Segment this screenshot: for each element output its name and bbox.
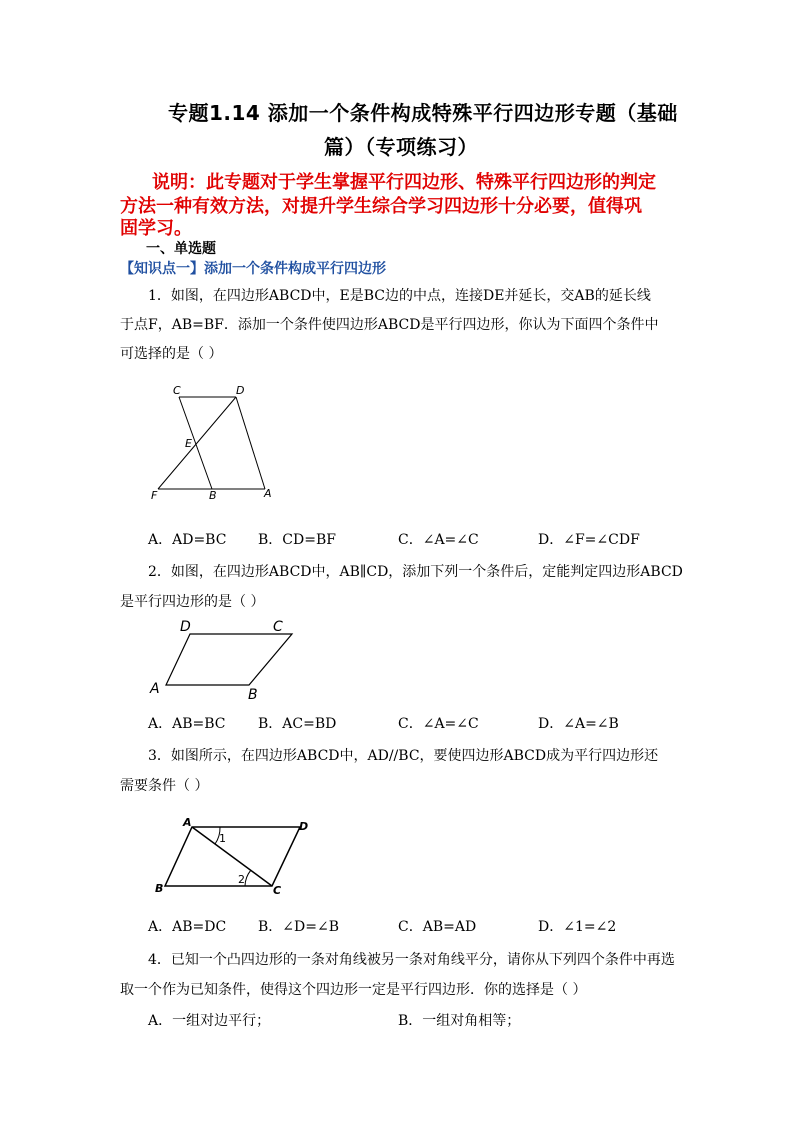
question-3-option-b[interactable]: B．∠D=∠B <box>258 919 339 935</box>
question-1-line-1: 1．如图，在四边形ABCD中，E是BC边的中点，连接DE并延长，交AB的延长线 <box>148 288 651 304</box>
question-3-line-1: 3．如图所示，在四边形ABCD中，AD//BC，要使四边形ABCD成为平行四边形还 <box>148 748 659 764</box>
figure-question-1 <box>140 385 290 505</box>
question-1-option-a[interactable]: A．AD=BC <box>148 532 227 548</box>
question-3-option-a[interactable]: A．AB=DC <box>148 919 227 935</box>
label-F: F <box>151 489 158 502</box>
question-2-line-1: 2．如图，在四边形ABCD中，AB∥CD，添加下列一个条件后，定能判定四边形ABCD <box>148 564 683 580</box>
figure-question-3 <box>145 812 325 897</box>
section-heading: 一、单选题 <box>146 241 216 257</box>
question-3-option-d[interactable]: D．∠1=∠2 <box>538 919 617 935</box>
question-1-option-b[interactable]: B．CD=BF <box>258 532 336 548</box>
knowledge-point-heading: 【知识点一】添加一个条件构成平行四边形 <box>120 261 386 277</box>
question-2-option-b[interactable]: B．AC=BD <box>258 716 337 732</box>
page-title-line2: 篇）（专项练习） <box>324 135 478 159</box>
question-2-line-2: 是平行四边形的是（ ） <box>120 594 265 610</box>
note-line-2: 方法一种有效方法，对提升学生综合学习四边形十分必要，值得巩 <box>120 196 642 217</box>
question-2-option-a[interactable]: A．AB=BC <box>148 716 226 732</box>
label-C: C <box>173 385 181 397</box>
question-2-option-d[interactable]: D．∠A=∠B <box>538 716 619 732</box>
label-A: A <box>150 681 160 697</box>
label-E: E <box>185 437 192 450</box>
angle-label-1: 1 <box>219 832 226 845</box>
figure-question-2 <box>140 615 310 705</box>
label-A: A <box>183 816 192 829</box>
label-A: A <box>264 487 272 500</box>
question-1-line-3: 可选择的是（ ） <box>120 346 223 362</box>
question-4-option-a[interactable]: A．一组对边平行； <box>148 1013 271 1029</box>
question-3-option-c[interactable]: C．AB=AD <box>398 919 477 935</box>
page-title: 专题1.14 添加一个条件构成特殊平行四边形专题（基础 <box>168 101 678 125</box>
label-C: C <box>273 884 282 897</box>
label-D: D <box>236 385 245 397</box>
label-C: C <box>273 619 283 635</box>
question-1-option-d[interactable]: D．∠F=∠CDF <box>538 532 640 548</box>
question-3-line-2: 需要条件（ ） <box>120 778 209 794</box>
question-4-line-2: 取一个作为已知条件，使得这个四边形一定是平行四边形．你的选择是（ ） <box>120 982 587 998</box>
label-D: D <box>180 619 191 635</box>
question-4-option-b[interactable]: B．一组对角相等； <box>398 1013 521 1029</box>
note-line-3: 固学习。 <box>120 218 192 239</box>
label-B: B <box>209 489 217 502</box>
label-D: D <box>299 820 309 833</box>
label-B: B <box>155 882 164 895</box>
question-2-option-c[interactable]: C．∠A=∠C <box>398 716 479 732</box>
question-4-line-1: 4．已知一个凸四边形的一条对角线被另一条对角线平分，请你从下列四个条件中再选 <box>148 952 675 968</box>
question-1-option-c[interactable]: C．∠A=∠C <box>398 532 479 548</box>
note-line-1: 说明：此专题对于学生掌握平行四边形、特殊平行四边形的判定 <box>152 172 656 193</box>
angle-label-2: 2 <box>238 873 245 886</box>
question-1-line-2: 于点F，AB=BF．添加一个条件使四边形ABCD是平行四边形，你认为下面四个条件中 <box>120 317 659 333</box>
label-B: B <box>248 687 258 703</box>
